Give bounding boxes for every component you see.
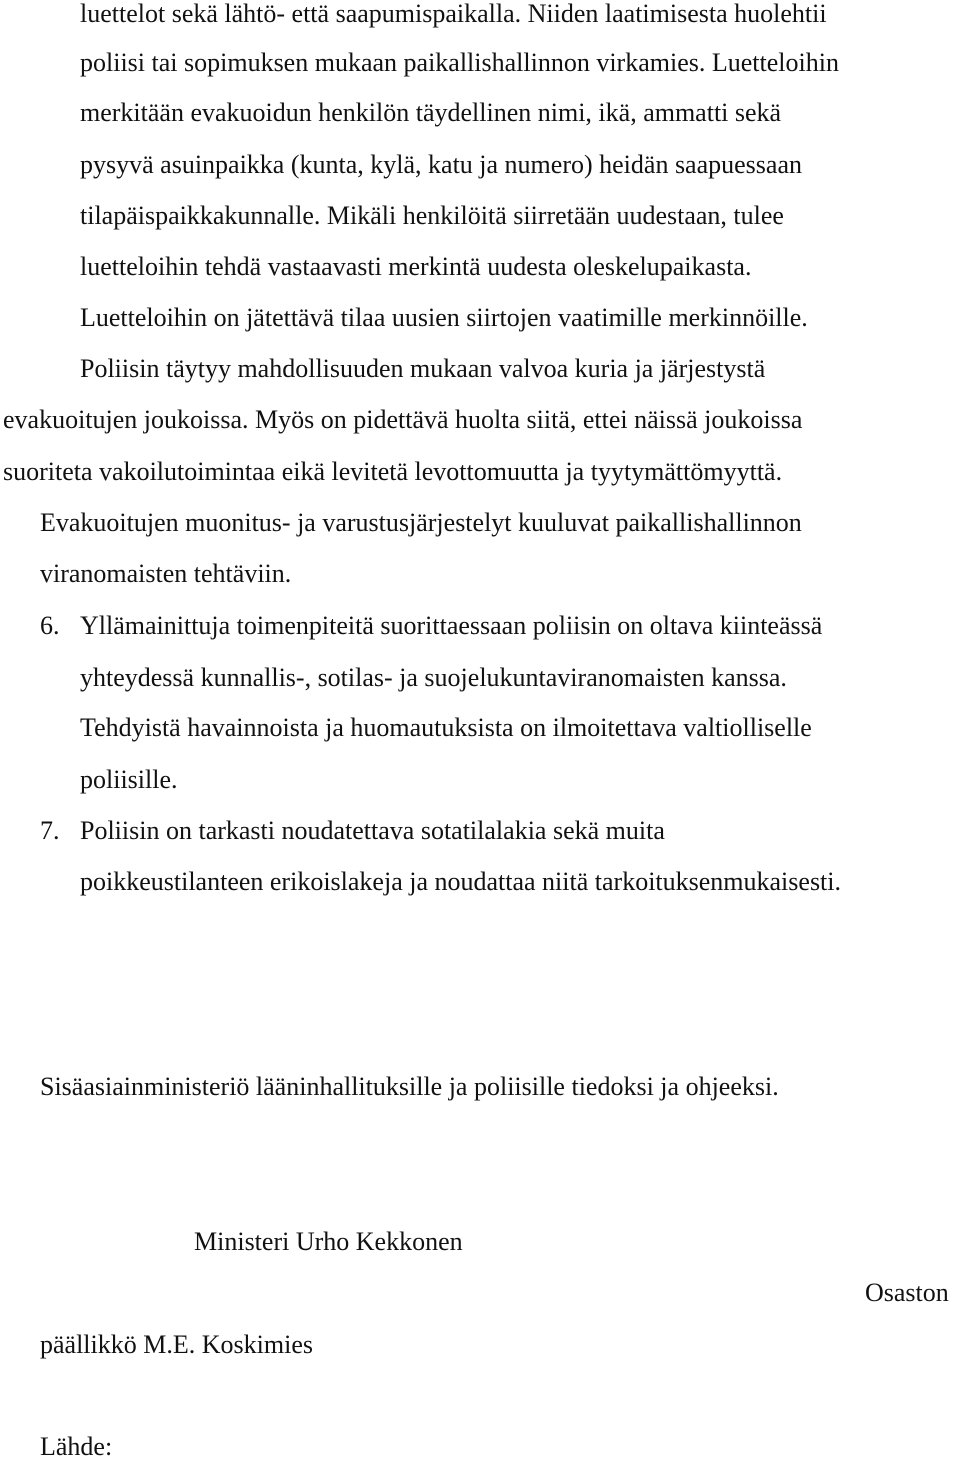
body-text-line: merkitään evakuoidun henkilön täydellinen nimi, ikä, ammatti sekä [80,98,782,127]
body-text-line: suoriteta vakoilutoimintaa eikä levitetä levottomuutta ja tyytymättömyyttä. [3,457,783,486]
body-text-line: luetteloihin tehdä vastaavasti merkintä uudesta oleskelupaikasta. [80,252,752,281]
body-text-line: pysyvä asuinpaikka (kunta, kylä, katu ja numero) heidän saapuessaan [80,150,802,179]
body-text-line: tilapäispaikkakunnalle. Mikäli henkilöitä siirretään uudestaan, tulee [80,201,784,230]
list-item-text-line: poliisille. [80,765,178,794]
signature-minister: Ministeri Urho Kekkonen [194,1227,463,1256]
signature-department-head-name: päällikkö M.E. Koskimies [40,1330,313,1359]
list-item-text-line: yhteydessä kunnallis-, sotilas- ja suojelukuntaviranomaisten kanssa. [80,663,787,692]
body-text-line: evakuoitujen joukoissa. Myös on pidettävä huolta siitä, ettei näissä joukoissa [3,405,803,434]
list-item-text-line: poikkeustilanteen erikoislakeja ja noudattaa niitä tarkoituksenmukaisesti. [80,867,842,896]
body-text-line: luettelot sekä lähtö- että saapumispaikalla. Niiden laatimisesta huolehtii [80,0,827,28]
closing-statement: Sisäasiainministeriö lääninhallituksille ja poliisille tiedoksi ja ohjeeksi. [40,1072,779,1101]
body-text-line: Poliisin täytyy mahdollisuuden mukaan valvoa kuria ja järjestystä [80,354,766,383]
signature-department-head-title: Osaston [865,1278,949,1307]
body-text-line: Evakuoitujen muonitus- ja varustusjärjestelyt kuuluvat paikallishallinnon [40,508,802,537]
list-item-number: 6. [40,611,60,640]
list-item-text-line: Tehdyistä havainnoista ja huomautuksista on ilmoitettava valtiolliselle [80,713,812,742]
list-item-text-line: Yllämainittuja toimenpiteitä suorittaessaan poliisin on oltava kiinteässä [80,611,823,640]
list-item-number: 7. [40,816,60,845]
source-label: Lähde: [40,1432,113,1461]
list-item-text-line: Poliisin on tarkasti noudatettava sotatilalakia sekä muita [80,816,665,845]
body-text-line: poliisi tai sopimuksen mukaan paikallishallinnon virkamies. Luetteloihin [80,48,839,77]
body-text-line: Luetteloihin on jätettävä tilaa uusien siirtojen vaatimille merkinnöille. [80,303,808,332]
body-text-line: viranomaisten tehtäviin. [40,559,292,588]
